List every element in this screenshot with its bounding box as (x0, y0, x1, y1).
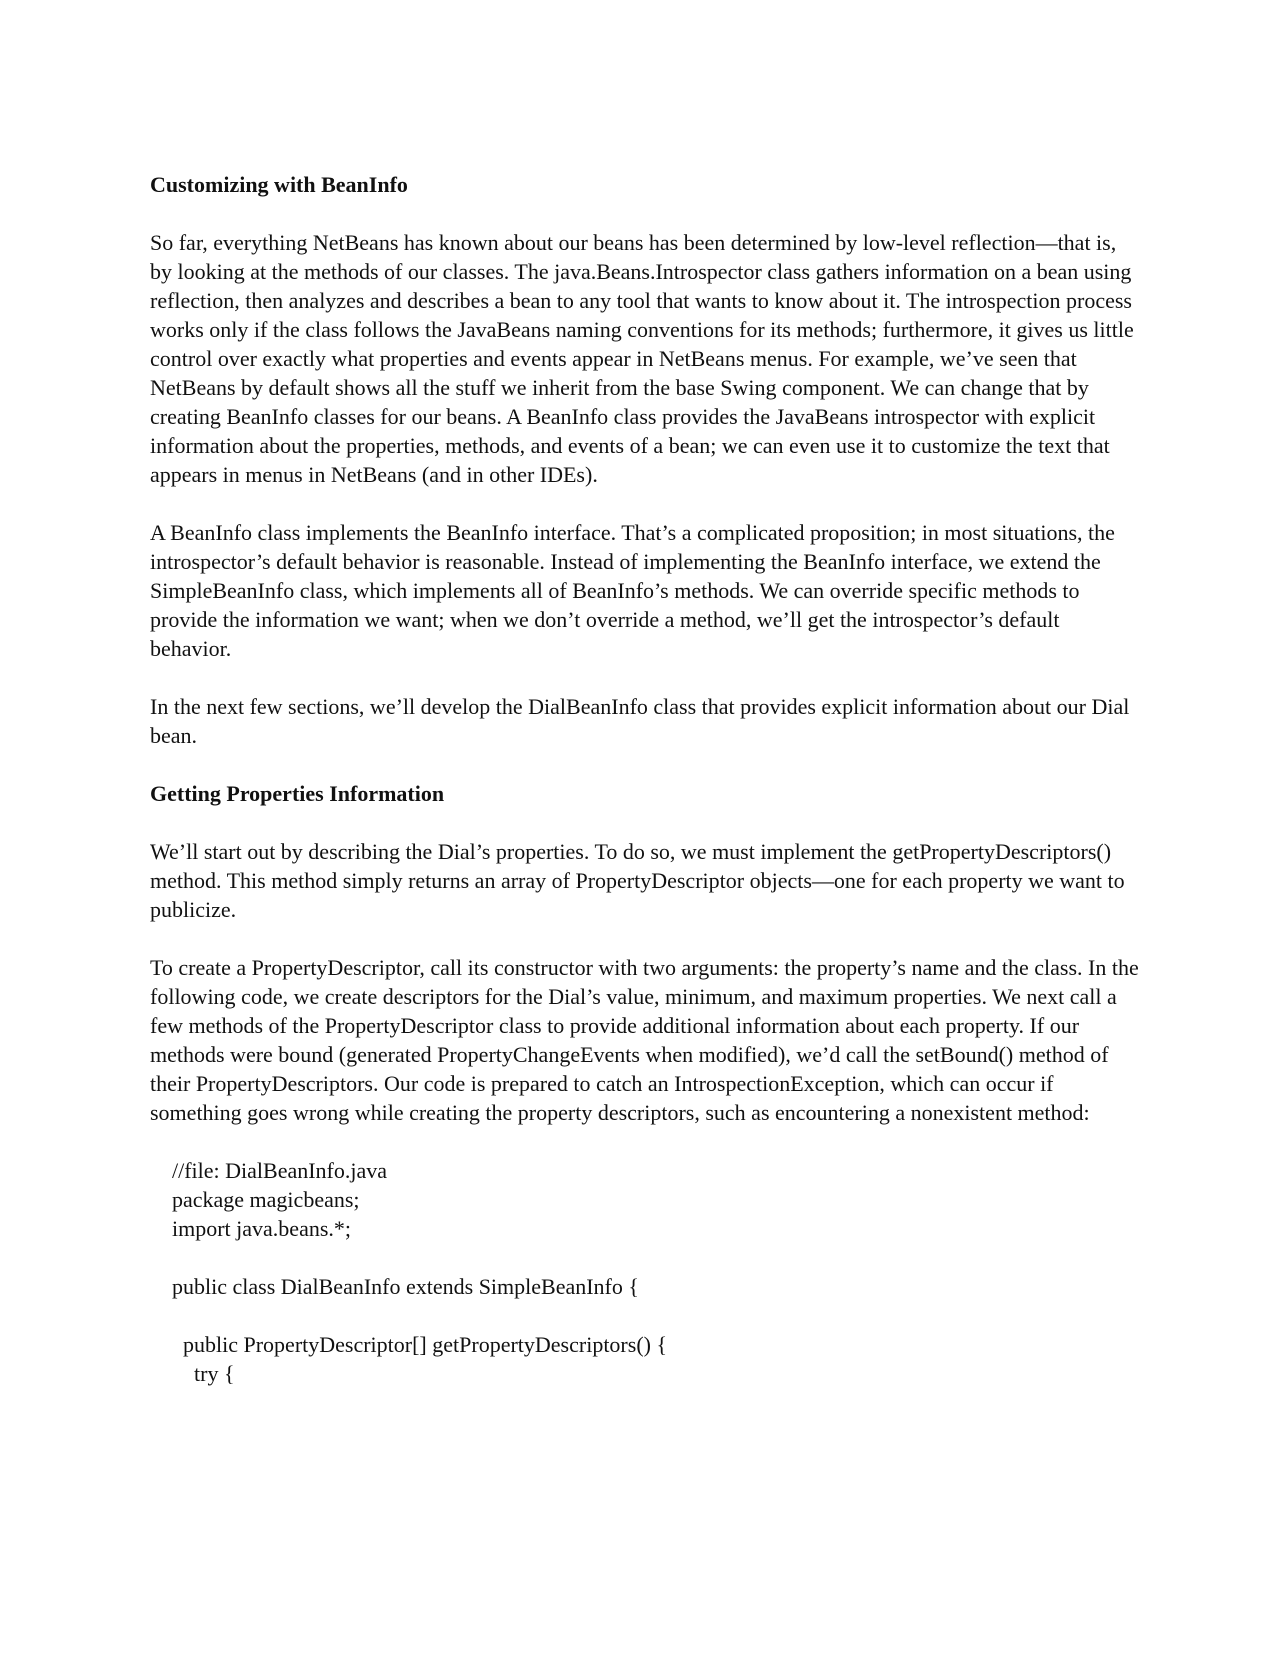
code-line: //file: DialBeanInfo.java (150, 1158, 388, 1183)
code-line: package magicbeans; (150, 1187, 360, 1212)
code-line: try { (150, 1361, 235, 1386)
section-heading-customizing: Customizing with BeanInfo (150, 172, 408, 197)
paragraph: We’ll start out by describing the Dial’s properties. To do so, we must implement the getPropertyDescriptors() method. This method simply returns an array of PropertyDescriptor objects—one for each property we want to publicize. (150, 839, 1125, 922)
paragraph: To create a PropertyDescriptor, call its constructor with two arguments: the property’s name and the class. In the following code, we create descriptors for the Dial’s value, minimum, and maximum properties. We next call a few methods of the PropertyDescriptor class to provide additional information about each property. If our methods were bound (generated PropertyChangeEvents when modified), we’d call the setBound() method of their PropertyDescriptors. Our code is prepared to catch an IntrospectionException, which can occur if something goes wrong while creating the property descriptors, such as encountering a nonexistent method: (150, 955, 1139, 1125)
code-line: public PropertyDescriptor[] getPropertyDescriptors() { (150, 1332, 668, 1357)
section-heading-properties: Getting Properties Information (150, 781, 445, 806)
paragraph: So far, everything NetBeans has known about our beans has been determined by low-level reflection—that is, by looking at the methods of our classes. The java.Beans.Introspector class gathers information on a bean using reflection, then analyzes and describes a bean to any tool that wants to know about it. The introspection process works only if the class follows the JavaBeans naming conventions for its methods; furthermore, it gives us little control over exactly what properties and events appear in NetBeans menus. For example, we’ve seen that NetBeans by default shows all the stuff we inherit from the base Swing component. We can change that by creating BeanInfo classes for our beans. A BeanInfo class provides the JavaBeans introspector with explicit information about the properties, methods, and events of a bean; we can even use it to customize the text that appears in menus in NetBeans (and in other IDEs). (150, 230, 1134, 487)
code-line-blank (150, 1243, 1140, 1272)
paragraph: In the next few sections, we’ll develop the DialBeanInfo class that provides explicit information about our Dial bean. (150, 694, 1130, 748)
code-listing (150, 1156, 1140, 1388)
document-page (150, 170, 1140, 1388)
paragraph: A BeanInfo class implements the BeanInfo interface. That’s a complicated proposition; in most situations, the introspector’s default behavior is reasonable. Instead of implementing the BeanInfo interface, we extend the SimpleBeanInfo class, which implements all of BeanInfo’s methods. We can override specific methods to provide the information we want; when we don’t override a method, we’ll get the introspector’s default behavior. (150, 520, 1115, 661)
code-line: import java.beans.*; (150, 1216, 352, 1241)
code-line: public class DialBeanInfo extends SimpleBeanInfo { (150, 1274, 639, 1299)
code-line-blank (150, 1301, 1140, 1330)
